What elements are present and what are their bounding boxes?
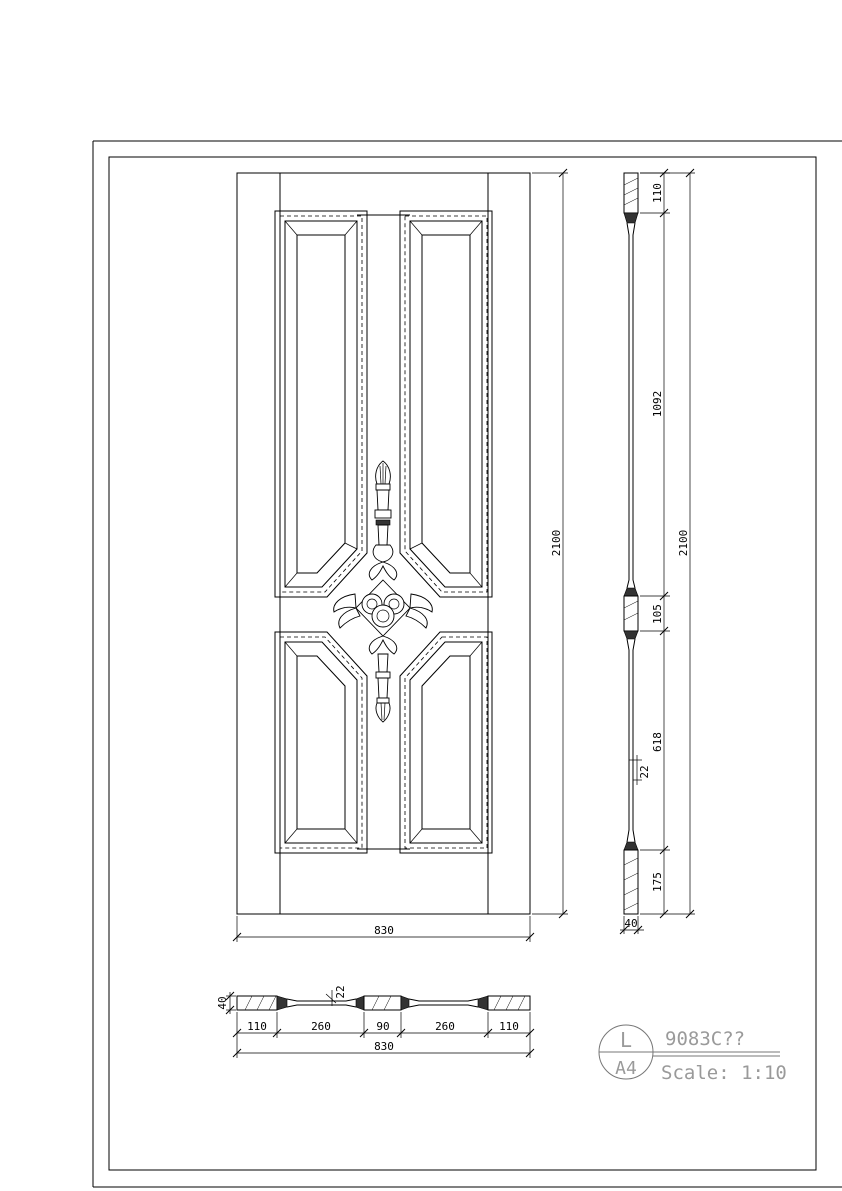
side-section (620, 169, 695, 934)
dim-label-side-thickness: 40 (624, 917, 638, 930)
panel-upper-left (275, 211, 367, 597)
section-letter: L (619, 1028, 633, 1052)
dim-overall-height (532, 169, 568, 918)
dim-label-bottom-rail: 175 (651, 872, 664, 892)
dim-label-panel-right: 260 (435, 1020, 455, 1033)
dim-label-lower-panel: 618 (651, 732, 664, 752)
model-number: 9083C?? (665, 1028, 746, 1050)
panel-upper-right (400, 211, 492, 597)
title-block (599, 1025, 787, 1084)
dim-label-plan-thickness: 40 (216, 996, 229, 1010)
dim-label-mid-rail: 105 (651, 604, 664, 624)
carved-ornament (334, 461, 433, 722)
sheet-size: A4 (615, 1058, 637, 1079)
dim-label-panel-left: 260 (311, 1020, 331, 1033)
door-elevation (233, 169, 568, 942)
dim-label-2100: 2100 (550, 529, 563, 557)
dim-label-830: 830 (374, 924, 394, 937)
dim-overall-width (233, 916, 534, 942)
panel-lower-right (400, 632, 492, 853)
dim-label-top-rail: 110 (651, 183, 664, 203)
dim-label-upper-panel: 1092 (651, 390, 664, 418)
dim-label-stile-left: 110 (247, 1020, 267, 1033)
dim-label-panel-thickness: 22 (638, 765, 651, 779)
dim-label-stile-right: 110 (499, 1020, 519, 1033)
plan-section (216, 985, 534, 1058)
panel-lower-left (275, 632, 367, 853)
dim-label-mullion: 90 (376, 1020, 390, 1033)
dim-label-plan-panel-thickness: 22 (334, 985, 347, 999)
dim-label-plan-overall: 830 (374, 1040, 394, 1053)
scale-label: Scale: 1:10 (661, 1062, 787, 1084)
dim-label-side-overall: 2100 (677, 529, 690, 557)
